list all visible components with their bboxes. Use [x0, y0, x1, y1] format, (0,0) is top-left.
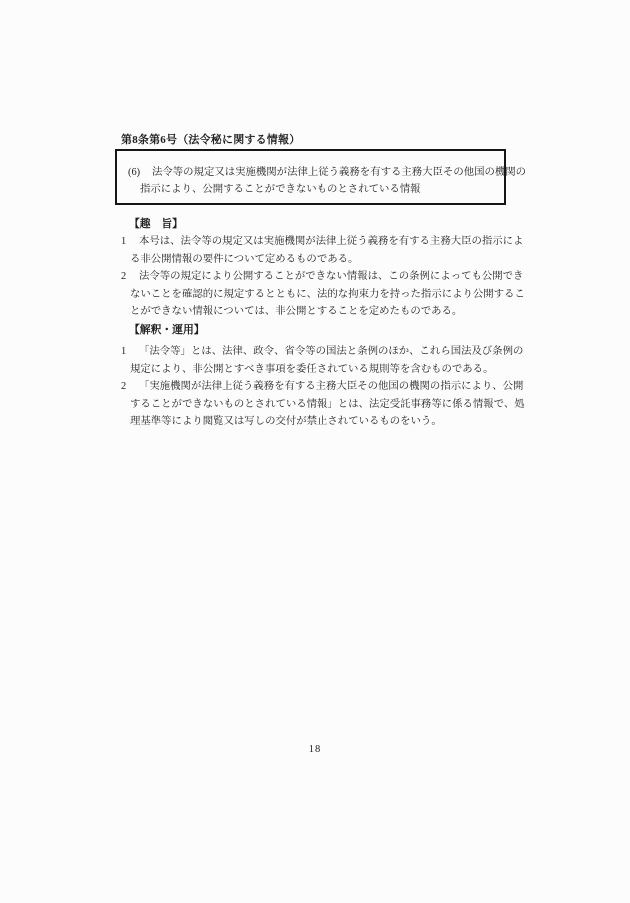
section-heading-shushi: 【趣 旨】: [129, 218, 183, 230]
kaishaku-item-2: [121, 378, 525, 431]
item-line-text: 本号は、法令等の規定又は実施機関が法律上従う義務を有する主務大臣の指示によ: [139, 236, 524, 247]
item-line: [121, 268, 524, 286]
item-line: [121, 378, 524, 396]
section-shushi: [121, 216, 525, 321]
item-line: [121, 233, 524, 251]
kaishaku-item-1: [121, 343, 524, 378]
shushi-item-2: [121, 268, 525, 321]
item-number: 2: [121, 271, 127, 282]
clause-line: [117, 164, 527, 181]
item-number: 1: [121, 346, 127, 357]
clause-line-text: 法令等の規定又は実施機関が法律上従う義務を有する主務大臣その他国の機関の: [152, 167, 527, 178]
item-line-text: 「実施機関が法律上従う義務を有する主務大臣その他国の機関の指示により、公開: [139, 381, 524, 392]
clause-line-text: 指示により、公開することができないものとされている情報: [140, 184, 421, 195]
shushi-item-1: [121, 233, 524, 268]
page-title: 第8条第6号（法令秘に関する情報）: [121, 131, 300, 150]
item-line: [121, 343, 524, 361]
item-number: 2: [121, 381, 127, 392]
item-line-text: 「法令等」とは、法律、政令、省令等の国法と条例のほか、これら国法及び条例の: [139, 346, 524, 357]
item-line-text: ないことを確認的に規定するとともに、法的な拘束力を持った指示により公開するこ: [130, 288, 525, 300]
section-heading-kaishaku: 【解釈・運用】: [129, 324, 205, 336]
item-number: 1: [121, 236, 127, 247]
page-number: 18: [308, 744, 322, 755]
clause-number: (6): [128, 167, 141, 178]
item-line-text: 法令等の規定により公開することができない情報は、この条例によっても公開でき: [139, 271, 524, 282]
item-line-text: 理基準等により閲覧又は写しの交付が禁止されているものをいう。: [130, 416, 442, 427]
clause-box: [115, 149, 527, 205]
item-line-text: とができない情報については、非公開とすることを定めたものである。: [130, 306, 463, 317]
section-kaishaku: [121, 322, 525, 431]
item-line-text: る非公開情報の要件について定めるものである。: [130, 253, 359, 265]
item-line-text: 規定により、非公開とすべき事項を委任されている規則等を含むものである。: [130, 363, 494, 375]
item-line-text: することができないものとされている情報」とは、法定受託事務等に係る情報で、処: [130, 398, 525, 410]
